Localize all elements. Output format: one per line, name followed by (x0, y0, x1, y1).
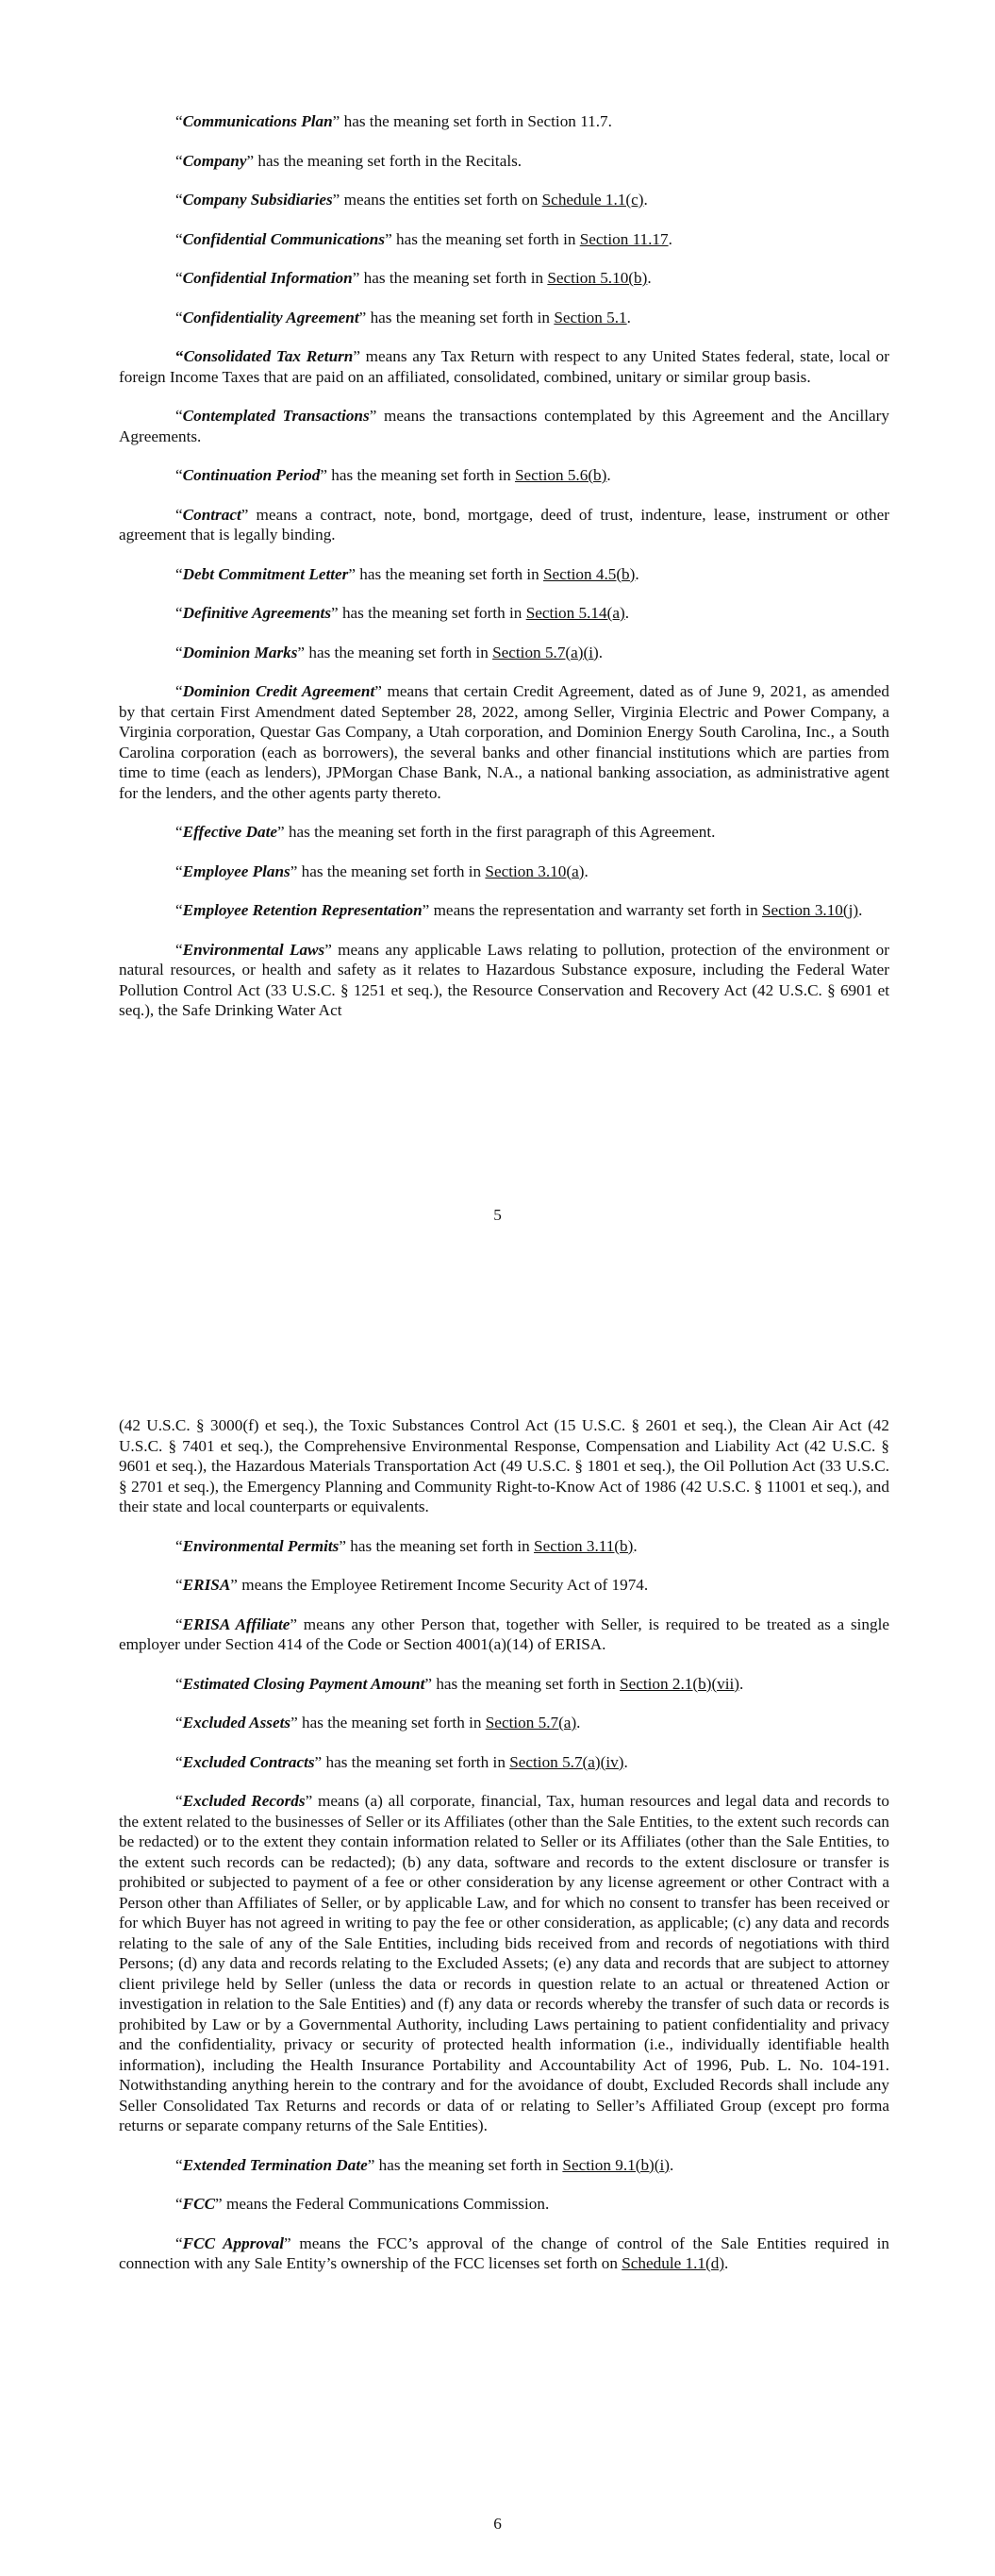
definition-effective-date: “Effective Date” has the meaning set forth in the first paragraph of this Agreement. (175, 823, 716, 841)
document-page-5 (0, 0, 995, 1283)
defined-term: Excluded Assets (182, 1714, 291, 1731)
defined-term: Dominion Credit Agreement (182, 682, 375, 700)
cross-reference: Section 9.1(b)(i) (562, 2155, 670, 2174)
defined-term: Contract (182, 505, 241, 524)
defined-term: Effective Date (182, 823, 278, 841)
definition-excluded-contracts: “Excluded Contracts” has the meaning set forth in Section 5.7(a)(iv). (175, 1752, 628, 1771)
definition-excluded-assets: “Excluded Assets” has the meaning set forth in Section 5.7(a). (175, 1714, 581, 1731)
cross-reference: Section 5.6(b) (514, 466, 607, 484)
defined-term: Dominion Marks (182, 643, 298, 661)
page-number: 6 (493, 2515, 502, 2533)
cross-reference: Section 5.14(a) (525, 604, 625, 622)
definition-confidential-information: “Confidential Information” has the meaning set forth in Section 5.10(b). (175, 269, 652, 287)
cross-reference: Section 11.17 (579, 229, 669, 248)
definition-fcc: “FCC” means the Federal Communications Commission. (175, 2195, 550, 2213)
defined-term: Confidentiality Agreement (182, 308, 359, 326)
defined-term: ERISA Affiliate (182, 1614, 290, 1633)
defined-term: Debt Commitment Letter (182, 564, 349, 583)
definition-extended-termination-date: “Extended Termination Date” has the meaning set forth in Section 9.1(b)(i). (175, 2155, 674, 2174)
definition-contemplated-transactions: “Contemplated Transactions” means the transactions contemplated by this Agreement and the Ancillary Agreements. (119, 407, 889, 445)
defined-term: Confidential Communications (182, 229, 386, 248)
cross-reference: Schedule 1.1(d) (622, 2254, 725, 2272)
defined-term: Environmental Permits (182, 1536, 340, 1555)
definition-estimated-closing-payment-amount: “Estimated Closing Payment Amount” has the meaning set forth in Section 2.1(b)(vii). (175, 1674, 744, 1693)
defined-term: FCC (182, 2195, 216, 2213)
definition-employee-plans: “Employee Plans” has the meaning set forth in Section 3.10(a). (175, 861, 589, 880)
defined-term: ERISA (182, 1576, 231, 1594)
defined-term: Contemplated Transactions (182, 407, 370, 425)
definition-consolidated-tax-return: “Consolidated Tax Return” means any Tax Return with respect to any United States federal, state, local or foreign Income Taxes that are paid on an affiliated, consolidated, combined, unitary or similar group basis. (119, 347, 889, 386)
cross-reference: Section 3.10(a) (485, 861, 585, 880)
cross-reference: Section 2.1(b)(vii) (620, 1674, 740, 1693)
definition-erisa-affiliate: “ERISA Affiliate” means any other Person that, together with Seller, is required to be treated as a single employer under Section 414 of the Code or Section 4001(a)(14) of ERISA. (119, 1614, 889, 1653)
definition-environmental-laws: “Environmental Laws” means any applicable Laws relating to pollution, protection of the environment or natural resources, or health and safety as it relates to Hazardous Substance exposure, including the Federal Water Pollution Control Act (33 U.S.C. § 1251 et seq.), the Resource Conservation and Recovery Act (42 U.S.C. § 6901 et seq.), the Safe Drinking Water Act (119, 940, 889, 1019)
definition-communications-plan: “Communications Plan” has the meaning set forth in Section 11.7. (175, 112, 612, 130)
defined-term: Definitive Agreements (182, 604, 332, 622)
definition-confidentiality-agreement: “Confidentiality Agreement” has the meaning set forth in Section 5.1. (175, 308, 631, 326)
definition-erisa: “ERISA” means the Employee Retirement Income Security Act of 1974. (175, 1576, 649, 1594)
defined-term: Employee Plans (182, 861, 290, 880)
defined-term: Confidential Information (182, 269, 353, 287)
defined-term: FCC Approval (182, 2233, 285, 2252)
definition-dominion-credit-agreement: “Dominion Credit Agreement” means that certain Credit Agreement, dated as of June 9, 2021, as amended by that certain First Amendment dated September 28, 2022, among Seller, Virginia Electric and Power Company, a Virginia corporation, Questar Gas Company, a Utah corporation, and Dominion Energy South Carolina, Inc., a South Carolina corporation (each as borrowers), the several banks and other financial institutions which are parties from time to time (each as lenders), JPMorgan Chase Bank, N.A., a national banking association, as administrative agent for the lenders, and the other agents party thereto. (119, 682, 889, 802)
continued-paragraph: (42 U.S.C. § 3000(f) et seq.), the Toxic Substances Control Act (15 U.S.C. § 2601 et seq.), the Clean Air Act (42 U.S.C. § 7401 et seq.), the Comprehensive Environmental Response, Compensation and Liability Act (42 U.S.C. § 9601 et seq.), the Hazardous Materials Transportation Act (49 U.S.C. § 1801 et seq.), the Oil Pollution Act (33 U.S.C. § 2701 et seq.), the Emergency Planning and Community Right-to-Know Act of 1986 (42 U.S.C. § 11001 et seq.), and their state and local counterparts or equivalents. (119, 1416, 889, 1515)
definitions-column (119, 111, 889, 1021)
defined-term: Communications Plan (182, 112, 333, 130)
cross-reference: Section 5.1 (554, 308, 627, 326)
cross-reference: Section 5.7(a)(iv) (509, 1752, 624, 1771)
definition-company-subsidiaries: “Company Subsidiaries” means the entities set forth on Schedule 1.1(c). (175, 191, 648, 209)
cross-reference: Section 3.11(b) (534, 1536, 634, 1555)
definition-debt-commitment-letter: “Debt Commitment Letter” has the meaning set forth in Section 4.5(b). (175, 564, 639, 583)
cross-reference: Section 4.5(b) (543, 564, 636, 583)
definition-environmental-permits: “Environmental Permits” has the meaning set forth in Section 3.11(b). (175, 1536, 638, 1555)
definition-contract: “Contract” means a contract, note, bond, mortgage, deed of trust, indenture, lease, instrument or other agreement that is legally binding. (119, 505, 889, 544)
document-page-6 (0, 1283, 995, 2576)
definition-excluded-records: “Excluded Records” means (a) all corporate, financial, Tax, human resources and legal data and records to the extent related to the businesses of Seller or its Affiliates (other than the Sale Entities, to the extent such records can be redacted) or to the extent they contain information related to Seller or its Affiliates (other than the Sale Entities, to the extent such records can be redacted); (b) any data, software and records to the extent disclosure or transfer is prohibited or subjected to payment of a fee or other consideration by any license agreement or other Contract with a Person other than Affiliates of Seller, or by applicable Law, and for which no consent to transfer has been received or for which Buyer has not agreed in writing to pay the fee or other consideration, as applicable; (c) any data and records relating to the sale of any of the Sale Entities, including bids received from and records of negotiations with third Persons; (d) any data and records relating to the Excluded Assets; (e) any data and records that are subject to attorney client privilege held by Seller (unless the data or records in question relate to an actual or threatened Action or investigation in relation to the Sale Entities) and (f) any data or records whereby the transfer of such data or records is prohibited by Law or by a Governmental Authority, including Laws pertaining to patient confidentiality and privacy and the confidentiality, privacy or security of protected health information (i.e., individually identifiable health information), including the Health Insurance Portability and Accountability Act of 1996, Pub. L. No. 104-191. Notwithstanding anything herein to the contrary and for the avoidance of doubt, Excluded Records shall include any Seller Consolidated Tax Returns and records or data of or relating to Seller’s Affiliated Group (except pro forma returns or separate company returns of the Sale Entities). (119, 1792, 889, 2134)
defined-term: Consolidated Tax Return (183, 347, 354, 365)
definition-company: “Company” has the meaning set forth in the Recitals. (175, 151, 522, 170)
defined-term: Excluded Contracts (182, 1752, 315, 1771)
defined-term: Excluded Records (182, 1792, 306, 1810)
definition-employee-retention-representation: “Employee Retention Representation” means the representation and warranty set forth in Section 3.10(j). (175, 901, 863, 919)
defined-term: Estimated Closing Payment Amount (182, 1674, 425, 1693)
definition-confidential-communications: “Confidential Communications” has the meaning set forth in Section 11.17. (175, 229, 672, 248)
defined-term: Company Subsidiaries (182, 191, 333, 209)
defined-term: Continuation Period (182, 466, 321, 484)
defined-term: Environmental Laws (182, 940, 325, 959)
defined-term: Employee Retention Representation (182, 901, 423, 919)
definition-definitive-agreements: “Definitive Agreements” has the meaning set forth in Section 5.14(a). (175, 604, 629, 622)
definitions-column (119, 1415, 889, 2274)
cross-reference: Section 5.10(b) (547, 269, 648, 287)
cross-reference: Section 5.7(a)(i) (492, 643, 599, 661)
definition-fcc-approval: “FCC Approval” means the FCC’s approval of the change of control of the Sale Entities required in connection with any Sale Entity’s ownership of the FCC licenses set forth on Schedule 1.1(d). (119, 2233, 889, 2272)
definition-dominion-marks: “Dominion Marks” has the meaning set forth in Section 5.7(a)(i). (175, 643, 604, 661)
cross-reference: Section 5.7(a) (485, 1714, 577, 1731)
defined-term: Extended Termination Date (182, 2155, 368, 2174)
page-number: 5 (493, 1206, 502, 1224)
defined-term: Company (182, 151, 247, 170)
cross-reference: Schedule 1.1(c) (541, 191, 644, 209)
definition-continuation-period: “Continuation Period” has the meaning set forth in Section 5.6(b). (175, 466, 611, 484)
cross-reference: Section 3.10(j) (761, 901, 859, 919)
